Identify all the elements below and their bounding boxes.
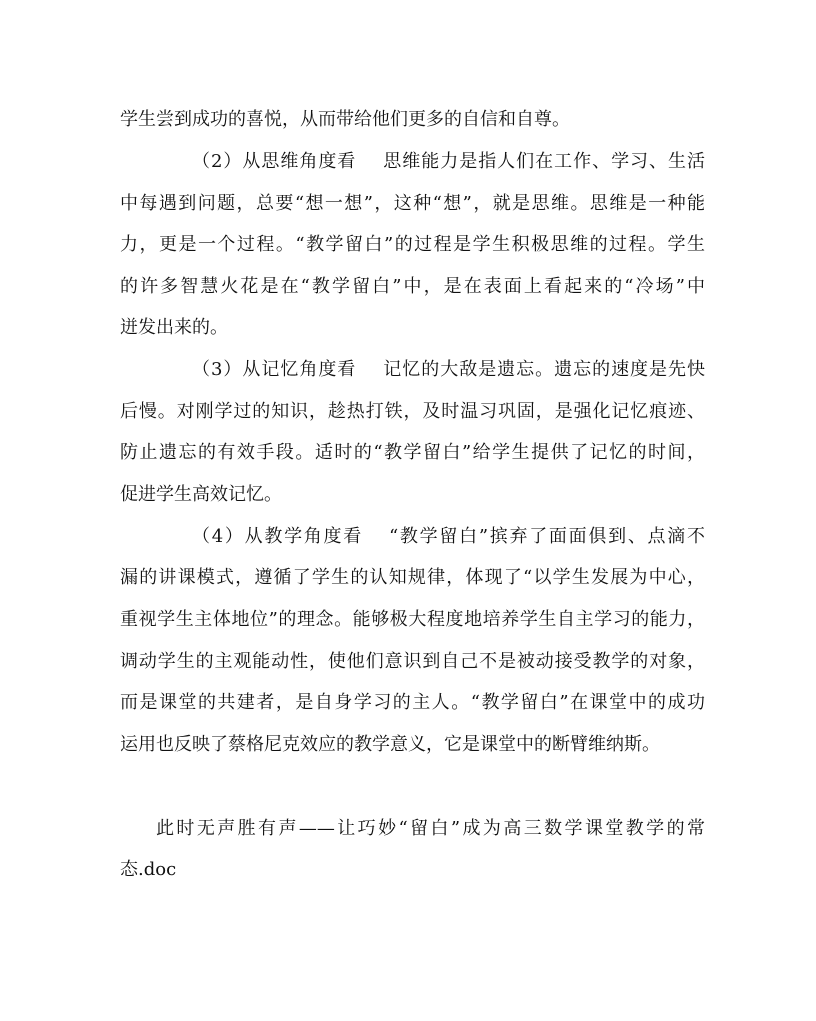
section-text: 思维能力是指人们在工作、学习、生活	[382, 151, 705, 172]
paragraph-line: 学生尝到成功的喜悦，从而带给他们更多的自信和自尊。	[120, 109, 570, 130]
paragraph-line: 促进学生高效记忆。	[120, 484, 282, 505]
document-title-line-1: 此时无声胜有声——让巧妙“留白”成为高三数学课堂教学的常	[156, 818, 705, 839]
section-heading: （3）从记忆角度看	[192, 359, 357, 380]
paragraph-line: 力，更是一个过程。“教学留白”的过程是学生积极思维的过程。学生	[120, 234, 705, 255]
section-text: 记忆的大敌是遗忘。遗忘的速度是先快	[382, 359, 705, 380]
paragraph-line: 后慢。对刚学过的知识，趁热打铁，及时温习巩固，是强化记忆痕迹、	[120, 401, 705, 422]
paragraph-line: 调动学生的主观能动性，使他们意识到自己不是被动接受教学的对象，	[120, 651, 705, 672]
paragraph-line: 的许多智慧火花是在“教学留白”中，是在表面上看起来的“冷场”中	[120, 276, 705, 297]
paragraph-line: 漏的讲课模式，遵循了学生的认知规律，体现了“以学生发展为中心，	[120, 567, 705, 588]
paragraph-line: 重视学生主体地位”的理念。能够极大程度地培养学生自主学习的能力，	[120, 609, 705, 630]
section-2-heading-line	[192, 150, 705, 174]
document-title-line-2: 态.doc	[120, 859, 177, 880]
section-3-heading-line	[192, 358, 705, 382]
section-text: “教学留白”摈弃了面面俱到、点滴不	[388, 526, 705, 547]
paragraph-line: 中每遇到问题，总要“想一想”，这种“想”，就是思维。思维是一种能	[120, 193, 705, 214]
paragraph-line: 而是课堂的共建者，是自身学习的主人。“教学留白”在课堂中的成功	[120, 692, 705, 713]
section-heading: （2）从思维角度看	[192, 151, 357, 172]
section-heading: （4）从教学角度看	[192, 526, 363, 547]
section-4-heading-line	[192, 525, 705, 549]
paragraph-line: 防止遗忘的有效手段。适时的“教学留白”给学生提供了记忆的时间，	[120, 442, 705, 463]
paragraph-line: 迸发出来的。	[120, 317, 228, 338]
paragraph-line: 运用也反映了蔡格尼克效应的教学意义，它是课堂中的断臂维纳斯。	[120, 734, 660, 755]
